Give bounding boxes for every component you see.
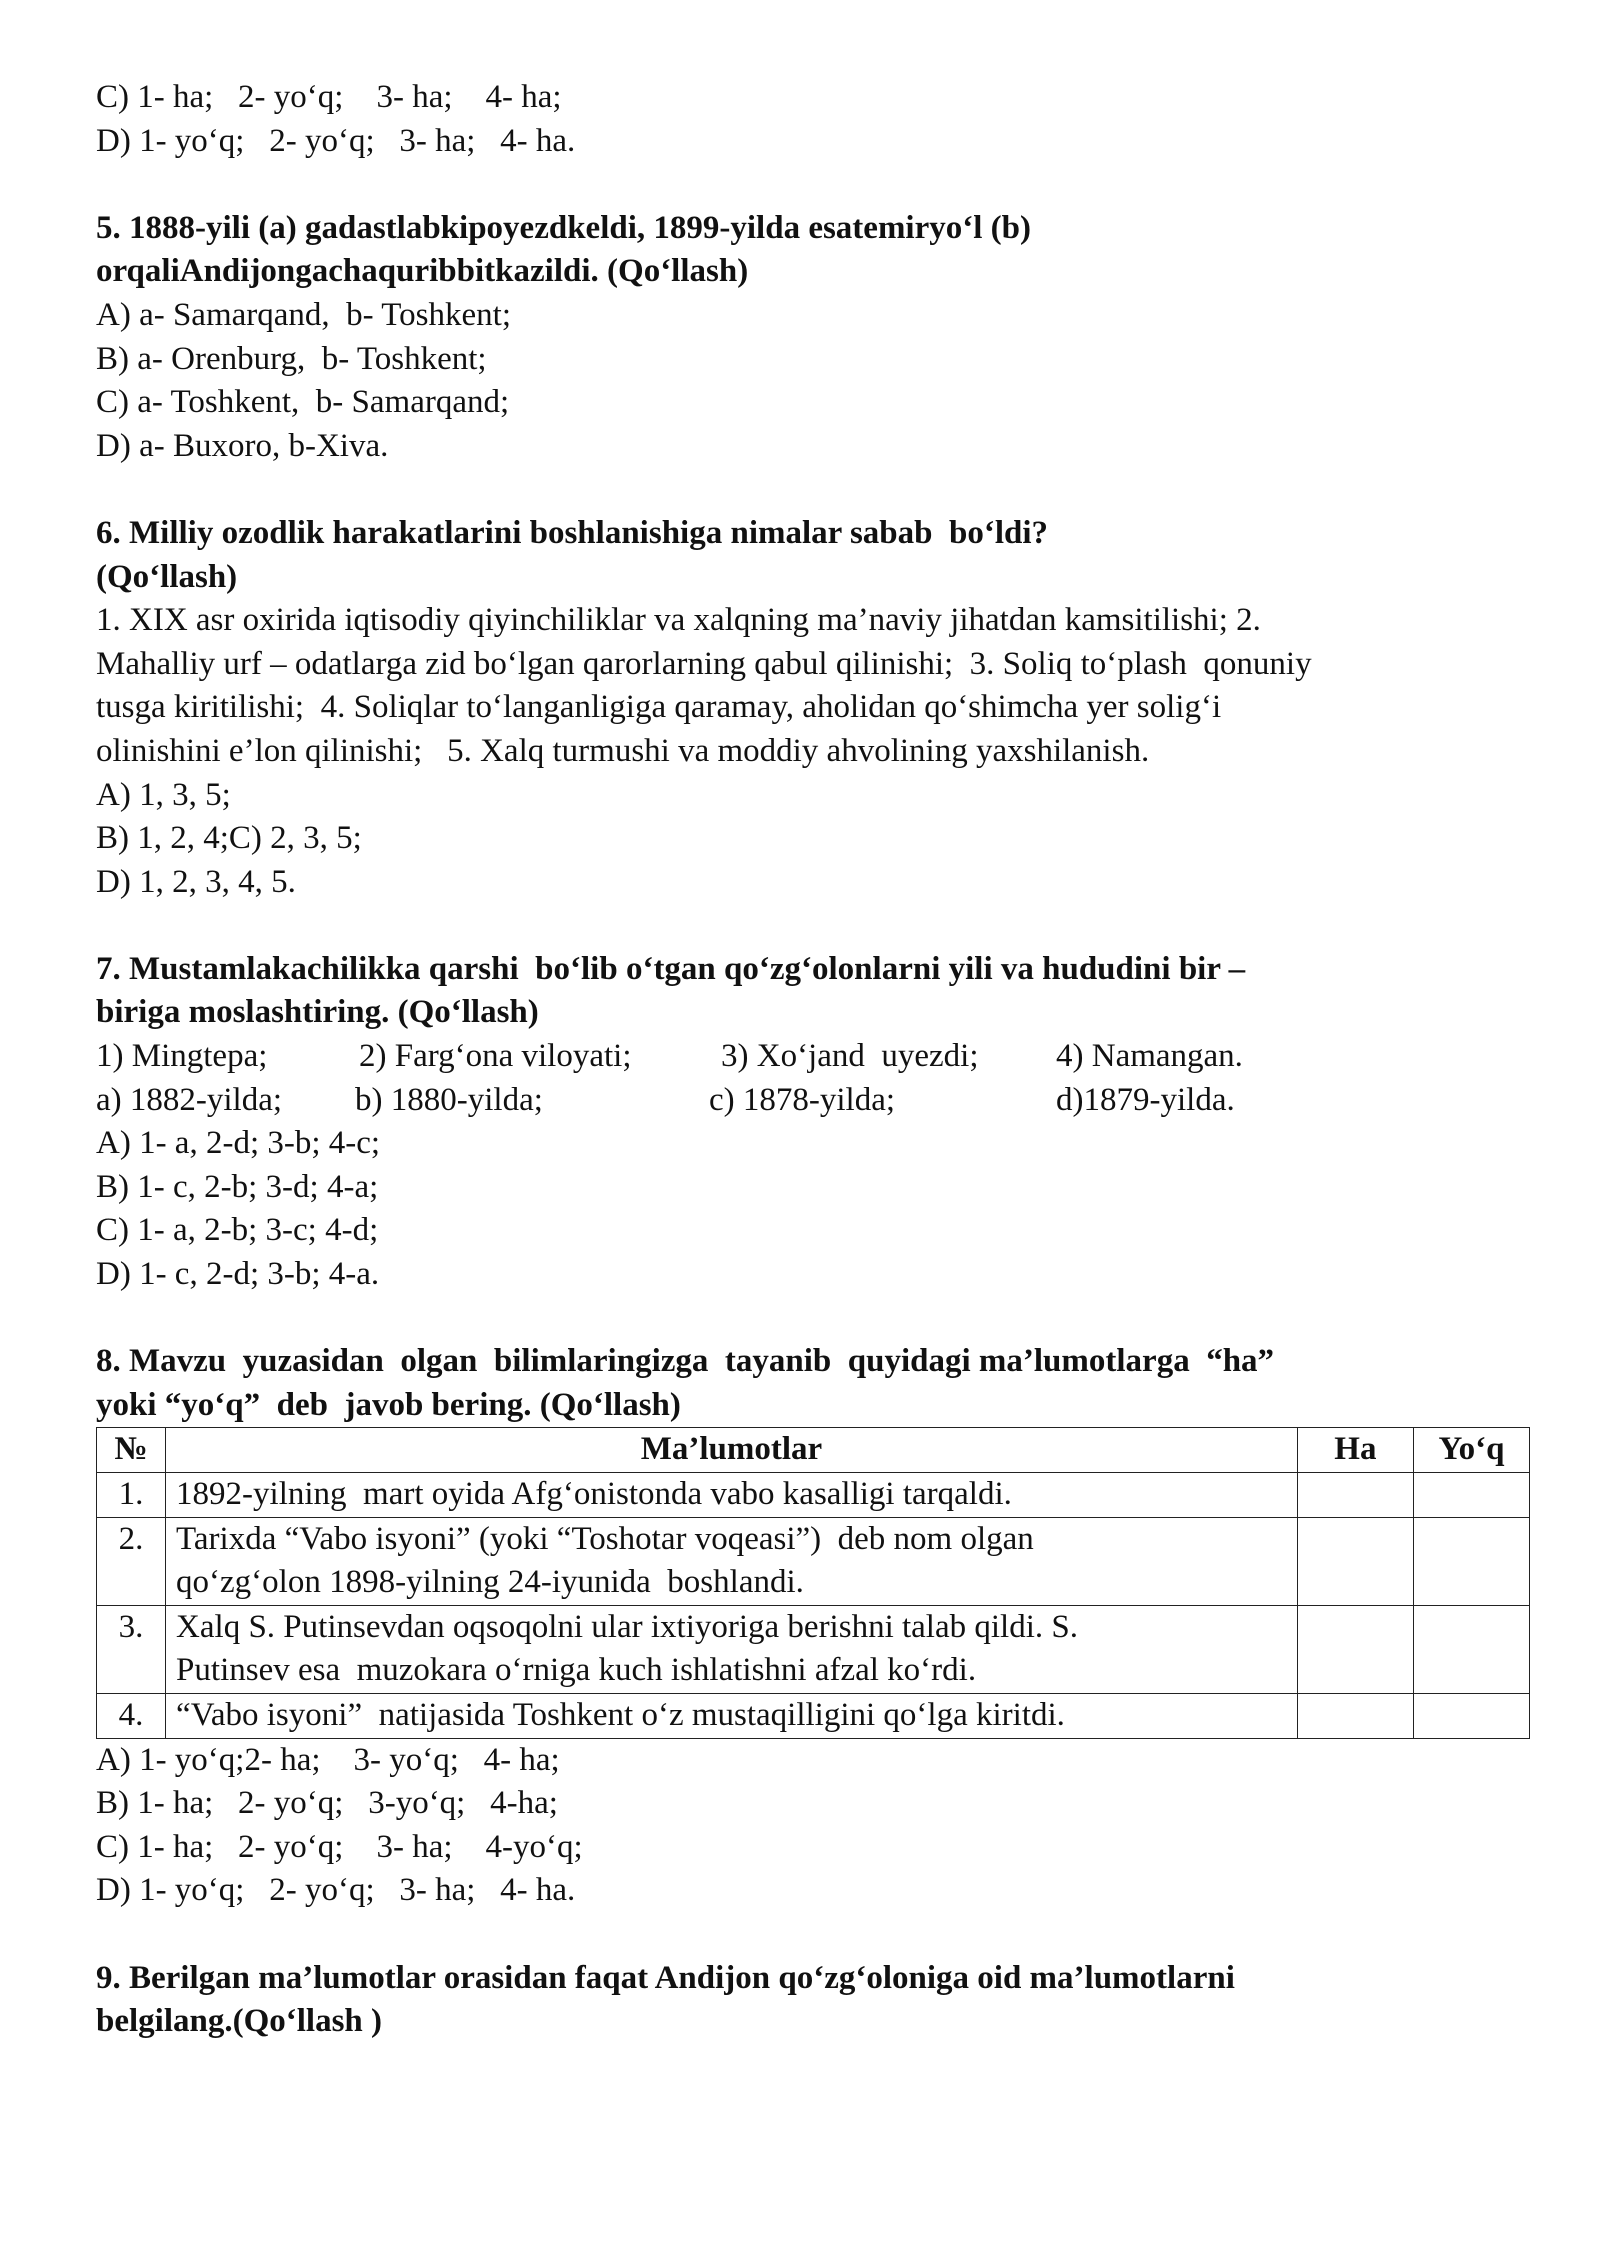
table-row — [97, 1473, 1530, 1518]
option-d[interactable]: D) 1- yo‘q; 2- yo‘q; 3- ha; 4- ha. — [96, 122, 576, 159]
year-item: a) 1882-yilda; — [96, 1081, 283, 1118]
option-b[interactable]: B) 1- c, 2-b; 3-d; 4-a; — [96, 1168, 379, 1205]
row-text-line: Putinsev esa muzokara o‘rniga kuch ishlatishni afzal ko‘rdi. — [176, 1652, 977, 1689]
no-cell[interactable] — [1413, 1473, 1529, 1518]
table-row — [97, 1605, 1530, 1693]
question-9-title-line-1: 9. Berilgan ma’lumotlar orasidan faqat Andijon qo‘zg‘oloniga oid ma’lumotlarni — [96, 1959, 1235, 1996]
option-c[interactable]: C) 1- a, 2-b; 3-c; 4-d; — [96, 1212, 379, 1249]
place-item: 3) Xo‘jand uyezdi; — [721, 1038, 979, 1075]
yes-cell[interactable] — [1297, 1473, 1413, 1518]
yes-cell[interactable] — [1297, 1517, 1413, 1605]
row-text — [166, 1693, 1298, 1738]
question-6-body-line: 1. XIX asr oxirida iqtisodiy qiyinchiliklar va xalqning ma’naviy jihatdan kamsitilishi; 2. — [96, 602, 1261, 639]
question-7 — [96, 948, 1536, 1297]
table-row — [97, 1517, 1530, 1605]
row-text-line: qo‘zg‘olon 1898-yilning 24-iyunida boshlandi. — [176, 1564, 804, 1601]
no-cell[interactable] — [1413, 1517, 1529, 1605]
question-6 — [96, 512, 1536, 904]
row-text-line: “Vabo isyoni” natijasida Toshkent o‘z mustaqilligini qo‘lga kiritdi. — [176, 1696, 1065, 1733]
option-a[interactable]: A) 1- a, 2-d; 3-b; 4-c; — [96, 1125, 381, 1162]
row-text-line: Xalq S. Putinsevdan oqsoqolni ular ixtiyoriga berishni talab qildi. S. — [176, 1608, 1078, 1645]
year-item: d)1879-yilda. — [1056, 1081, 1235, 1118]
question-7-title-line-2: biriga moslashtiring. (Qo‘llash) — [96, 994, 539, 1031]
places-row — [96, 1035, 1536, 1079]
question-8-title-line-1: 8. Mavzu yuzasidan olgan bilimlaringizga tayanib quyidagi ma’lumotlarga “ha” — [96, 1343, 1275, 1380]
option-a[interactable]: A) 1- yo‘q;2- ha; 3- yo‘q; 4- ha; — [96, 1741, 560, 1778]
header-yes: Ha — [1297, 1428, 1413, 1473]
question-6-title-line-2: (Qo‘llash) — [96, 558, 238, 595]
info-table — [96, 1427, 1530, 1738]
question-9-title-line-2: belgilang.(Qo‘llash ) — [96, 2003, 383, 2040]
question-5-title-line-2: orqaliAndijongachaquribbitkazildi. (Qo‘llash) — [96, 253, 749, 290]
option-c[interactable]: C) 1- ha; 2- yo‘q; 3- ha; 4-yo‘q; — [96, 1828, 583, 1865]
row-text — [166, 1605, 1298, 1693]
no-cell[interactable] — [1413, 1605, 1529, 1693]
option-a[interactable]: A) 1, 3, 5; — [96, 776, 231, 813]
option-b-c[interactable]: B) 1, 2, 4;C) 2, 3, 5; — [96, 820, 362, 857]
question-5 — [96, 207, 1536, 469]
question-6-body-line: olinishini e’lon qilinishi; 5. Xalq turmushi va moddiy ahvolining yaxshilanish. — [96, 732, 1150, 769]
place-item: 1) Mingtepa; — [96, 1038, 268, 1075]
prev-question-options — [96, 76, 1536, 163]
test-page — [96, 76, 1536, 2044]
row-number: 1. — [97, 1473, 166, 1518]
yes-cell[interactable] — [1297, 1605, 1413, 1693]
option-c[interactable]: C) a- Toshkent, b- Samarqand; — [96, 384, 510, 421]
row-text-line: Tarixda “Vabo isyoni” (yoki “Toshotar voqeasi”) deb nom olgan — [176, 1520, 1034, 1557]
question-5-title-line-1: 5. 1888-yili (a) gadastlabkipoyezdkeldi, 1899-yilda esatemiryo‘l (b) — [96, 209, 1031, 246]
option-a[interactable]: A) a- Samarqand, b- Toshkent; — [96, 296, 511, 333]
row-text — [166, 1517, 1298, 1605]
row-text-line: 1892-yilning mart oyida Afg‘onistonda vabo kasalligi tarqaldi. — [176, 1476, 1012, 1512]
option-c[interactable]: C) 1- ha; 2- yo‘q; 3- ha; 4- ha; — [96, 79, 562, 115]
question-6-title-line-1: 6. Milliy ozodlik harakatlarini boshlanishiga nimalar sabab bo‘ldi? — [96, 514, 1049, 551]
table-header-row — [97, 1428, 1530, 1473]
place-item: 2) Farg‘ona viloyati; — [359, 1038, 632, 1075]
yes-cell[interactable] — [1297, 1693, 1413, 1738]
question-9 — [96, 1957, 1536, 2044]
option-b[interactable]: B) 1- ha; 2- yo‘q; 3-yo‘q; 4-ha; — [96, 1785, 558, 1822]
header-number: № — [97, 1428, 166, 1473]
option-b[interactable]: B) a- Orenburg, b- Toshkent; — [96, 340, 487, 377]
row-number: 2. — [97, 1517, 166, 1605]
option-d[interactable]: D) a- Buxoro, b-Xiva. — [96, 427, 389, 464]
header-information: Ma’lumotlar — [166, 1428, 1298, 1473]
years-row — [96, 1079, 1536, 1123]
question-6-body-line: Mahalliy urf – odatlarga zid bo‘lgan qarorlarning qabul qilinishi; 3. Soliq to‘plash qonuniy — [96, 645, 1312, 682]
row-text — [166, 1473, 1298, 1518]
year-item: c) 1878-yilda; — [709, 1081, 896, 1118]
option-d[interactable]: D) 1, 2, 3, 4, 5. — [96, 863, 296, 900]
header-no: Yo‘q — [1413, 1428, 1529, 1473]
row-number: 4. — [97, 1693, 166, 1738]
table-row — [97, 1693, 1530, 1738]
row-number: 3. — [97, 1605, 166, 1693]
option-d[interactable]: D) 1- yo‘q; 2- yo‘q; 3- ha; 4- ha. — [96, 1872, 576, 1909]
place-item: 4) Namangan. — [1056, 1038, 1243, 1075]
question-7-title-line-1: 7. Mustamlakachilikka qarshi bo‘lib o‘tgan qo‘zg‘olonlarni yili va hududini bir – — [96, 950, 1246, 987]
question-8 — [96, 1340, 1536, 1913]
question-6-body-line: tusga kiritilishi; 4. Soliqlar to‘langanligiga qaramay, aholidan qo‘shimcha yer solig‘i — [96, 689, 1222, 726]
no-cell[interactable] — [1413, 1693, 1529, 1738]
question-8-title-line-2: yoki “yo‘q” deb javob bering. (Qo‘llash) — [96, 1386, 681, 1423]
year-item: b) 1880-yilda; — [355, 1081, 543, 1118]
option-d[interactable]: D) 1- c, 2-d; 3-b; 4-a. — [96, 1256, 380, 1293]
